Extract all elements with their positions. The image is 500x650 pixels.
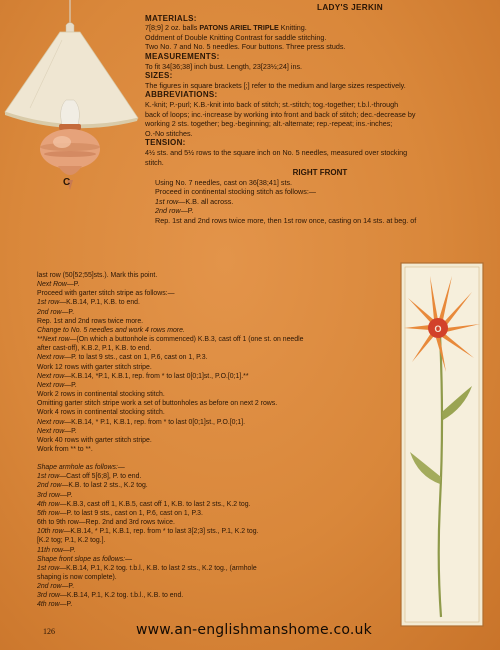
instruction-line: Work 40 rows with garter stitch stripe. [37, 436, 152, 444]
instruction-line: 1st row—Cast off 5[6;8], P. to end. [37, 473, 142, 481]
lamp-finial [58, 166, 82, 175]
instruction-line: last row (50[52;55]sts.). Mark this point. [37, 272, 158, 279]
instruction-line: 1st row—K.B.14, P.1, K.2 tog. t.b.l., K.B. to last 2 sts., K.2 tog., (armhole [37, 564, 257, 572]
instruction-line: Using No. 7 needles, cast on 36[38;41] sts. [155, 177, 293, 187]
lamp-letter-c: C [63, 177, 71, 188]
section-heading: Shape front slope as follows:— [37, 555, 132, 563]
instruction-line: Rep. 1st and 2nd rows twice more. [37, 317, 144, 325]
instruction-line: Work from ** to **. [37, 445, 93, 453]
instruction-line: 1st row—K.B.14, P.1, K.B. to end. [37, 299, 140, 307]
instruction-line: 4th row—K.B.3, cast off 1, K.B.5, cast off 1, K.B. to last 2 sts., K.2 tog. [37, 500, 251, 508]
sizes-line: The figures in square brackets [;] refer to the medium and large sizes respectively. [145, 80, 406, 90]
flower-panel-illustration [400, 262, 484, 627]
instruction-line: Change to No. 5 needles and work 4 rows more. [37, 326, 185, 334]
tension-line: 4½ sts. and 5½ rows to the square inch on No. 5 needles, measured over stocking [145, 147, 408, 157]
instruction-line: 2nd row—P. [155, 206, 194, 216]
lamp-bulb-chimney [61, 100, 80, 125]
instruction-line: [K.2 tog; P.1, K.2 tog.]. [37, 537, 106, 545]
instruction-line: 11th row—P. [37, 546, 76, 554]
instruction-line: Proceed with garter stitch stripe as follows:— [37, 290, 175, 298]
instruction-line: 2nd row—P. [37, 308, 75, 316]
website-watermark: www.an-englishmanshome.co.uk [136, 622, 372, 638]
instruction-line: Next row—K.B.14, *P.1, K.B.1, rep. from * to last 0[0;1]st., P.O.[0;1].** [37, 372, 249, 380]
tension-heading: TENSION: [145, 138, 186, 148]
measurements-heading: MEASUREMENTS: [145, 51, 220, 61]
abbreviations-line: working 2 sts. together; beg.-beginning; alt.-alternate; rep.-repeat; ins.-inches; [145, 119, 393, 129]
instruction-line: 10th row—K.B.14, * P.1, K.B.1, rep. from * to last 3[2;3] sts., P.1, K.2 tog. [37, 528, 259, 536]
instruction-line: Proceed in continental stocking stitch as follows:— [155, 187, 316, 197]
pattern-continuation-block [37, 271, 397, 610]
instruction-line: Next row—P. [37, 381, 77, 389]
instruction-line: Next row—P. to last 9 sts., cast on 1, P.6, cast on 1, P.3. [37, 354, 208, 362]
materials-line: 7[8;9] 2 oz. balls PATONS ARIEL TRIPLE Knitting. [145, 23, 307, 33]
right-front-heading: RIGHT FRONT [292, 168, 348, 178]
instruction-line: 4th row—P. [37, 601, 73, 609]
instruction-line: Next row—P. [37, 427, 77, 435]
instruction-line: Omitting garter stitch stripe work a set of buttonholes as before on next 2 rows. [37, 400, 278, 408]
instruction-line: 2nd row—K.B. to last 2 sts., K.2 tog. [37, 482, 148, 490]
measurements-line: To fit 34[36;38] inch bust. Length, 23[23½;24] ins. [145, 61, 303, 71]
instruction-line: 5th row—P. to last 9 sts., cast on 1, P.6, cast on 1, P.3. [37, 509, 203, 517]
instruction-line: 6th to 9th row—Rep. 2nd and 3rd rows twice. [37, 519, 175, 527]
instruction-line: Work 12 rows with garter stitch stripe. [37, 363, 152, 371]
materials-line: Oddment of Double Knitting Contrast for saddle stitching. [145, 32, 327, 42]
instruction-line: shaping is now complete). [37, 574, 117, 581]
abbreviations-line: O.-No stitches. [145, 128, 193, 138]
abbreviations-line: back of loops; inc.-increase by working into front and back of stitch; dec.-decrease by [145, 109, 416, 119]
lamp-cap [66, 23, 74, 33]
pattern-header-block [145, 3, 495, 226]
materials-heading: MATERIALS: [145, 13, 197, 23]
instruction-line: Work 4 rows in continental stocking stitch. [37, 409, 165, 417]
pattern-title: LADY'S JERKIN [317, 3, 383, 12]
sizes-heading: SIZES: [145, 71, 173, 81]
hanging-lamp-illustration [0, 0, 140, 200]
instruction-line: 3rd row—P. [37, 491, 73, 499]
abbreviations-line: K.-knit; P.-purl; K.B.-knit into back of stitch; st.-stitch; tog.-together; t.b.l.-through [145, 99, 399, 109]
materials-line: Two No. 7 and No. 5 needles. Four buttons. Three press studs. [145, 42, 346, 52]
instruction-line: **Next row—(On which a buttonhole is commenced) K.B.3, cast off 1 (one st. on needle [37, 336, 304, 344]
flower-letter-o: O [434, 324, 442, 334]
section-heading: Shape armhole as follows:— [37, 464, 125, 472]
instruction-line: Rep. 1st and 2nd rows twice more, then 1st row once, casting on 14 sts. at beg. of [155, 216, 417, 226]
tension-line: stitch. [145, 157, 164, 167]
page-number: 126 [43, 627, 55, 636]
instruction-line: after cast-off), K.B.2, P.1, K.B. to end. [37, 345, 152, 353]
instruction-line: 2nd row—P. [37, 583, 75, 591]
abbreviations-heading: ABBREVIATIONS: [145, 90, 218, 100]
instruction-line: Work 2 rows in continental stocking stitch. [37, 391, 165, 399]
instruction-line: 3rd row—K.B.14, P.1, K.2 tog. t.b.l., K.B. to end. [37, 592, 184, 600]
instruction-line: Next Row—P. [37, 281, 80, 289]
instruction-line: 1st row—K.B. all across. [155, 196, 234, 206]
instruction-line: Next row—K.B.14, * P.1, K.B.1, rep. from * to last 0[0;1]st., P.O.[0;1]. [37, 418, 246, 426]
